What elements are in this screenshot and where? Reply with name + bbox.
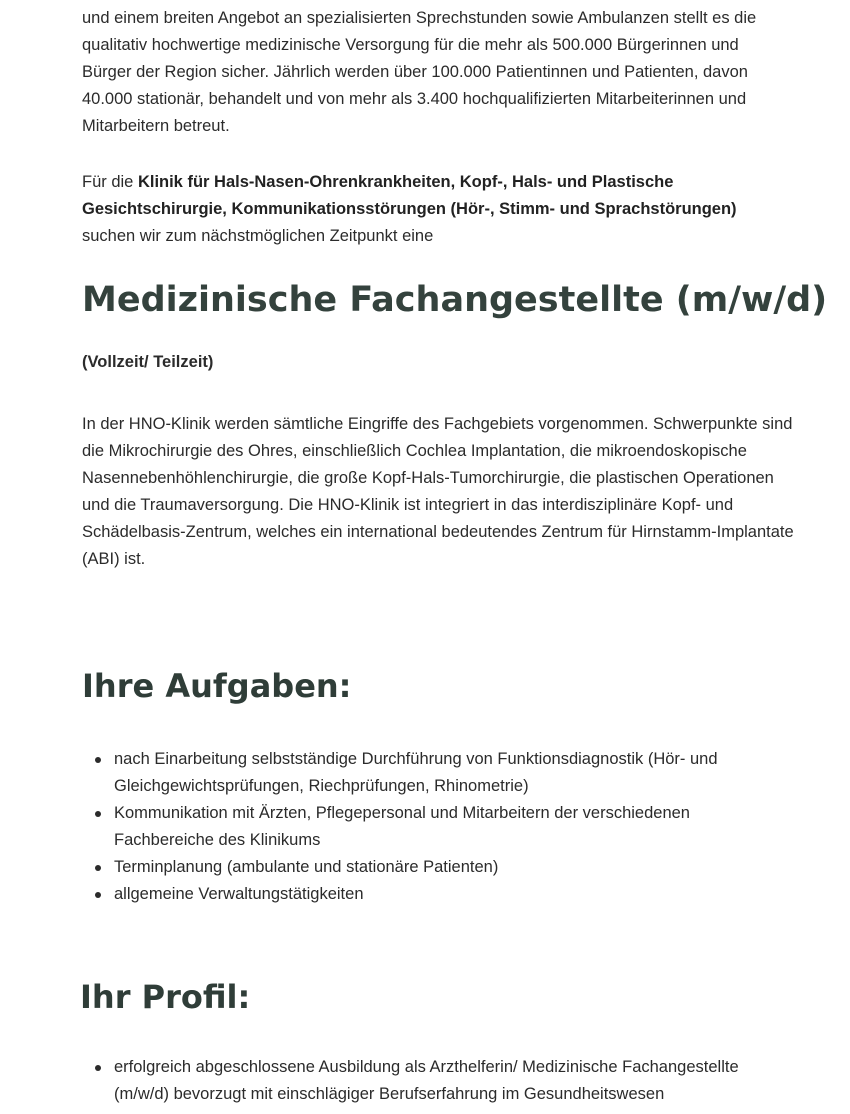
list-item: allgemeine Verwaltungstätigkeiten xyxy=(114,881,794,908)
job-title: Medizinische Fachangestellte (m/w/d) xyxy=(82,280,828,320)
job-subtitle: (Vollzeit/ Teilzeit) xyxy=(82,353,214,371)
tasks-heading: Ihre Aufgaben: xyxy=(82,667,352,705)
profile-list xyxy=(82,1054,794,1108)
search-paragraph xyxy=(82,169,782,250)
list-item: Kommunikation mit Ärzten, Pflegepersonal und Mitarbeitern der verschiedenen Fachbereiche des Klinikums xyxy=(114,800,794,854)
list-item: Terminplanung (ambulante und stationäre Patienten) xyxy=(114,854,794,881)
clinic-description: In der HNO-Klinik werden sämtliche Eingriffe des Fachgebiets vorgenommen. Schwerpunkte sind die Mikrochirurgie des Ohres, einschließlich Cochlea Implantation, die mikroendoskopische Nasennebenhöhlenchirurgie, die große Kopf-Hals-Tumorchirurgie, die plastischen Operationen und die Traumaversorgung. Die HNO-Klinik ist integriert in das interdisziplinäre Kopf- und Schädelbasis-Zentrum, welches ein international bedeutendes Zentrum für Hirnstamm-Implantate (ABI) ist. xyxy=(82,415,794,568)
search-prefix: Für die xyxy=(82,173,138,191)
list-item: nach Einarbeitung selbstständige Durchführung von Funktionsdiagnostik (Hör- und Gleichgewichtsprüfungen, Riechprüfungen, Rhinometrie) xyxy=(114,746,794,800)
intro-paragraph: und einem breiten Angebot an spezialisierten Sprechstunden sowie Ambulanzen stellt es die qualitativ hochwertige medizinische Versorgung für die mehr als 500.000 Bürgerinnen und Bürger der Region sicher. Jährlich werden über 100.000 Patientinnen und Patienten, davon 40.000 stationär, behandelt und von mehr als 3.400 hochqualifizierten Mitarbeiterinnen und Mitarbeitern betreut. xyxy=(82,9,757,135)
search-suffix: suchen wir zum nächstmöglichen Zeitpunkt eine xyxy=(82,227,434,245)
clinic-name: Klinik für Hals-Nasen-Ohrenkrankheiten, Kopf-, Hals- und Plastische Gesichtschirurgie, Kommunikationsstörungen (Hör-, Stimm- und Sprachstörungen) xyxy=(82,173,737,218)
tasks-list xyxy=(82,746,794,908)
profile-heading: Ihr Profil: xyxy=(80,978,251,1016)
list-item: erfolgreich abgeschlossene Ausbildung als Arzthelferin/ Medizinische Fachangestellte (m/w/d) bevorzugt mit einschlägiger Berufserfahrung im Gesundheitswesen xyxy=(114,1054,794,1108)
